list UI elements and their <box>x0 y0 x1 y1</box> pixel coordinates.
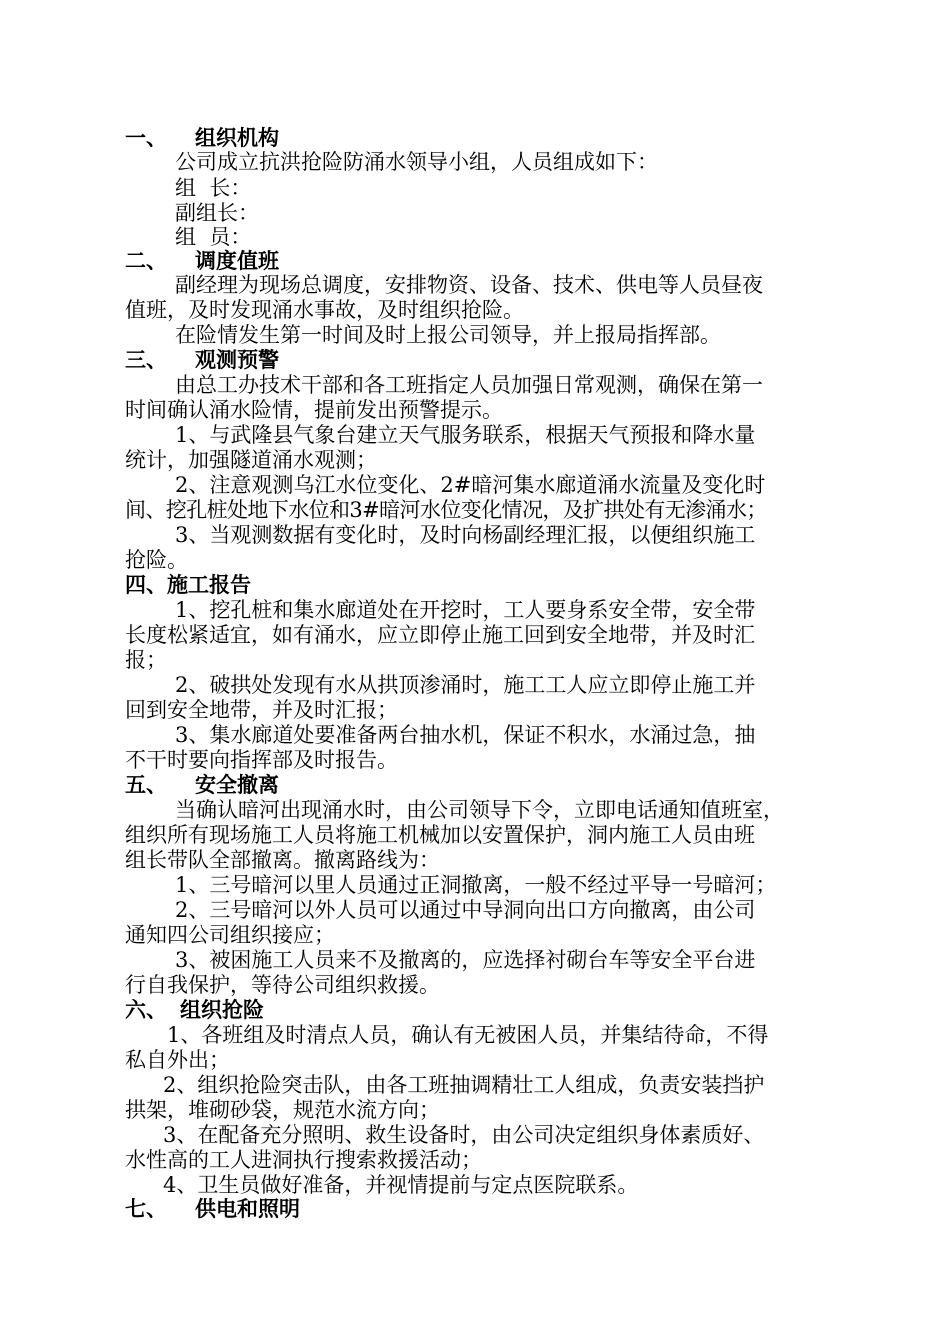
paragraph-line: 回到安全地带，并及时汇报； <box>125 698 398 722</box>
paragraph-line: 行自我保护，等待公司组织救援。 <box>125 973 440 997</box>
paragraph-line: 2、注意观测乌江水位变化、2#暗河集水廊道涌水流量及变化时 <box>175 473 766 497</box>
section-heading: 四、施工报告 <box>125 573 251 597</box>
paragraph-line: 4、卫生员做好准备，并视情提前与定点医院联系。 <box>163 1173 639 1197</box>
paragraph-line: 1、三号暗河以里人员通过正洞撤离，一般不经过平导一号暗河； <box>175 873 777 897</box>
paragraph-line: 间、挖孔桩处地下水位和3#暗河水位变化情况，及扩拱处有无渗涌水； <box>125 498 767 522</box>
paragraph-line: 通知四公司组织接应； <box>125 923 335 947</box>
paragraph-line: 组长带队全部撤离。撤离路线为： <box>125 848 440 872</box>
paragraph-line: 统计，加强隧道涌水观测； <box>125 448 377 472</box>
paragraph-line: 3、在配备充分照明、救生设备时，由公司决定组织身体素质好、 <box>163 1123 765 1147</box>
section-heading: 六、 组织抢险 <box>125 998 264 1022</box>
section-heading: 五、 安全撤离 <box>125 773 279 797</box>
paragraph-line: 长度松紧适宜，如有涌水，应立即停止施工回到安全地带，并及时汇 <box>125 623 755 647</box>
paragraph-line: 组 长： <box>175 176 252 200</box>
paragraph-line: 1、各班组及时清点人员，确认有无被困人员，并集结待命，不得 <box>167 1023 769 1047</box>
paragraph-line: 3、集水廊道处要准备两台抽水机，保证不积水，水涌过急，抽 <box>175 723 756 747</box>
paragraph-line: 拱架，堆砌砂袋，规范水流方向； <box>125 1098 440 1122</box>
paragraph-line: 报； <box>125 648 167 672</box>
section-heading: 二、 调度值班 <box>125 249 279 273</box>
paragraph-line: 2、三号暗河以外人员可以通过中导洞向出口方向撤离，由公司 <box>175 898 756 922</box>
paragraph-line: 副经理为现场总调度，安排物资、设备、技术、供电等人员昼夜 <box>175 273 763 297</box>
paragraph-line: 不干时要向指挥部及时报告。 <box>125 748 398 772</box>
paragraph-line: 抢险。 <box>125 548 188 572</box>
paragraph-line: 2、组织抢险突击队，由各工班抽调精壮工人组成，负责安装挡护 <box>163 1073 765 1097</box>
section-heading: 七、 供电和照明 <box>125 1197 300 1221</box>
paragraph-line: 私自外出； <box>125 1048 230 1072</box>
paragraph-line: 当确认暗河出现涌水时，由公司领导下令，立即电话通知值班室， <box>175 798 784 822</box>
paragraph-line: 时间确认涌水险情，提前发出预警提示。 <box>125 398 503 422</box>
paragraph-line: 1、与武隆县气象台建立天气服务联系，根据天气预报和降水量 <box>175 423 756 447</box>
paragraph-line: 由总工办技术干部和各工班指定人员加强日常观测，确保在第一 <box>175 373 763 397</box>
paragraph-line: 3、当观测数据有变化时，及时向杨副经理汇报，以便组织施工 <box>175 523 756 547</box>
paragraph-line: 组 员： <box>175 225 252 249</box>
paragraph-line: 2、破拱处发现有水从拱顶渗涌时，施工工人应立即停止施工并 <box>175 673 756 697</box>
section-heading: 三、 观测预警 <box>125 348 279 372</box>
paragraph-line: 在险情发生第一时间及时上报公司领导，并上报局指挥部。 <box>175 323 721 347</box>
paragraph-line: 副组长： <box>175 201 259 225</box>
paragraph-line: 3、被困施工人员来不及撤离的，应选择衬砌台车等安全平台进 <box>175 948 756 972</box>
paragraph-line: 水性高的工人进洞执行搜索救援活动； <box>125 1148 482 1172</box>
section-heading: 一、 组织机构 <box>125 126 279 150</box>
paragraph-line: 组织所有现场施工人员将施工机械加以安置保护，洞内施工人员由班 <box>125 823 755 847</box>
paragraph-line: 公司成立抗洪抢险防涌水领导小组，人员组成如下： <box>175 150 658 174</box>
paragraph-line: 1、挖孔桩和集水廊道处在开挖时，工人要身系安全带，安全带 <box>175 598 756 622</box>
paragraph-line: 值班，及时发现涌水事故，及时组织抢险。 <box>125 298 524 322</box>
